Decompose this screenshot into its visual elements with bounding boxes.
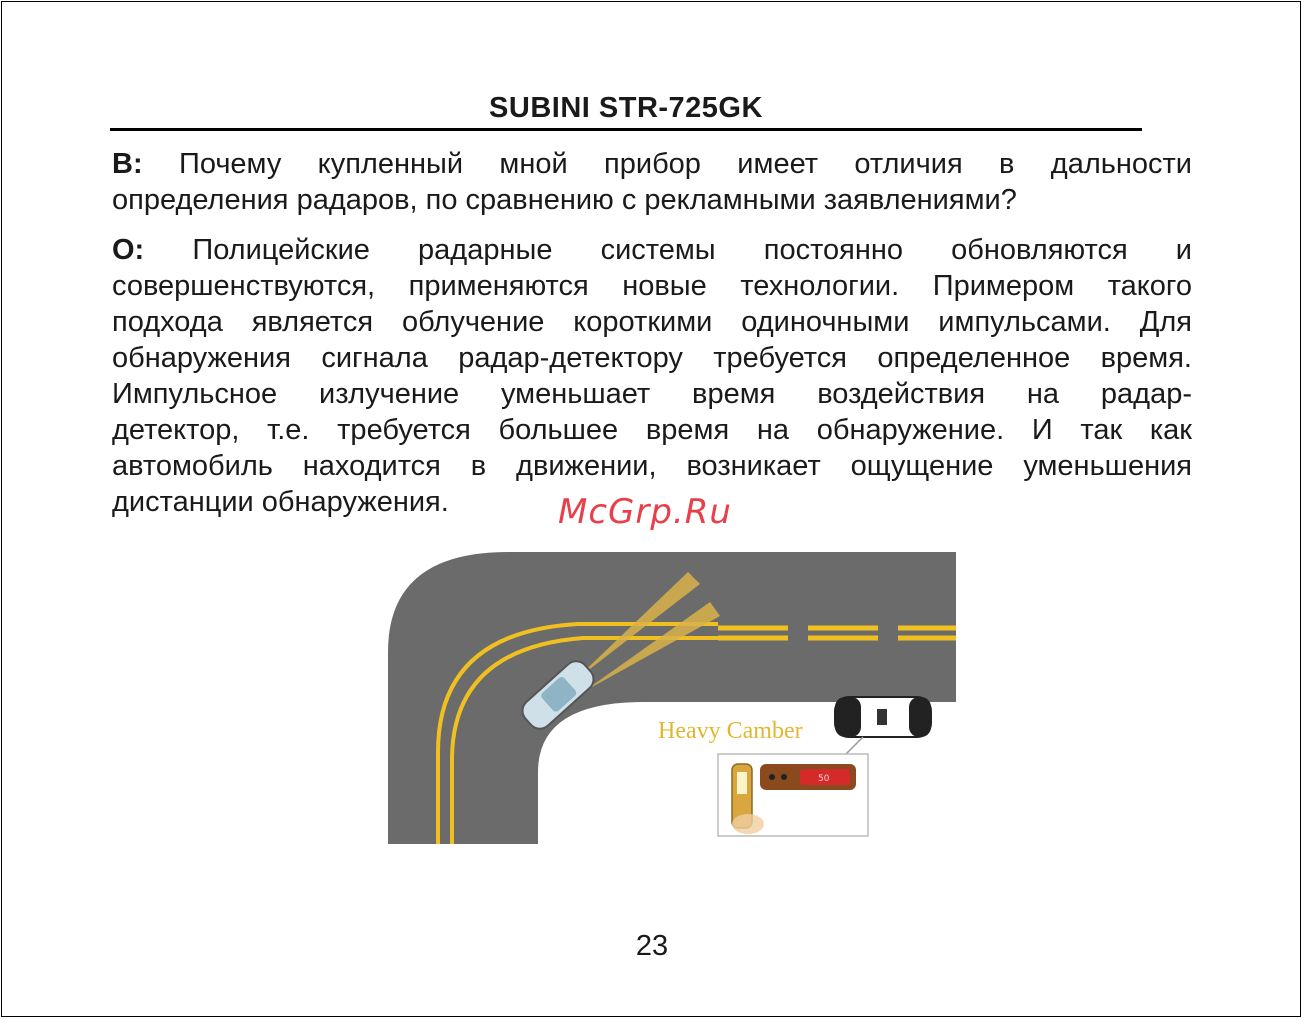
answer-line-3: подхода является облучение короткими одиночными импульсами. Для: [112, 306, 1192, 338]
question-label: В:: [112, 148, 143, 180]
answer-label: О:: [112, 234, 145, 266]
road-illustration: [388, 552, 956, 844]
answer-line-7: автомобиль находится в движении, возникает ощущение уменьшения: [112, 450, 1192, 482]
question-paragraph: [112, 146, 1192, 218]
answer-line-2: совершенствуются, применяются новые технологии. Примером такого: [112, 270, 1192, 302]
radar-detector-icon: [760, 764, 856, 790]
watermark: McGrp.Ru: [558, 492, 732, 532]
answer-line-5: Импульсное излучение уменьшает время воздействия на радар-: [112, 378, 1192, 410]
answer-line-1: О: Полицейские радарные системы постоянно обновляются и: [112, 234, 1192, 266]
header-divider: [110, 128, 1142, 131]
page-header-title: SUBINI STR-725GK: [489, 92, 763, 124]
answer-paragraph: [112, 232, 1192, 520]
answer-line-4: обнаружения сигнала радар-детектору требуется определенное время.: [112, 342, 1192, 374]
page-number: 23: [635, 930, 669, 962]
illustration-caption: Heavy Camber: [658, 718, 803, 744]
answer-line-6: детектор, т.е. требуется большее время на обнаружение. И так как: [112, 414, 1192, 446]
question-line-1: В: Почему купленный мной прибор имеет отличия в дальности: [112, 148, 1192, 180]
answer-line-8: дистанции обнаружения.: [112, 486, 449, 518]
detector-display-text: 50: [818, 774, 830, 784]
question-line-2: определения радаров, по сравнению с рекламными заявлениями?: [112, 184, 1017, 216]
police-car: [835, 697, 931, 737]
